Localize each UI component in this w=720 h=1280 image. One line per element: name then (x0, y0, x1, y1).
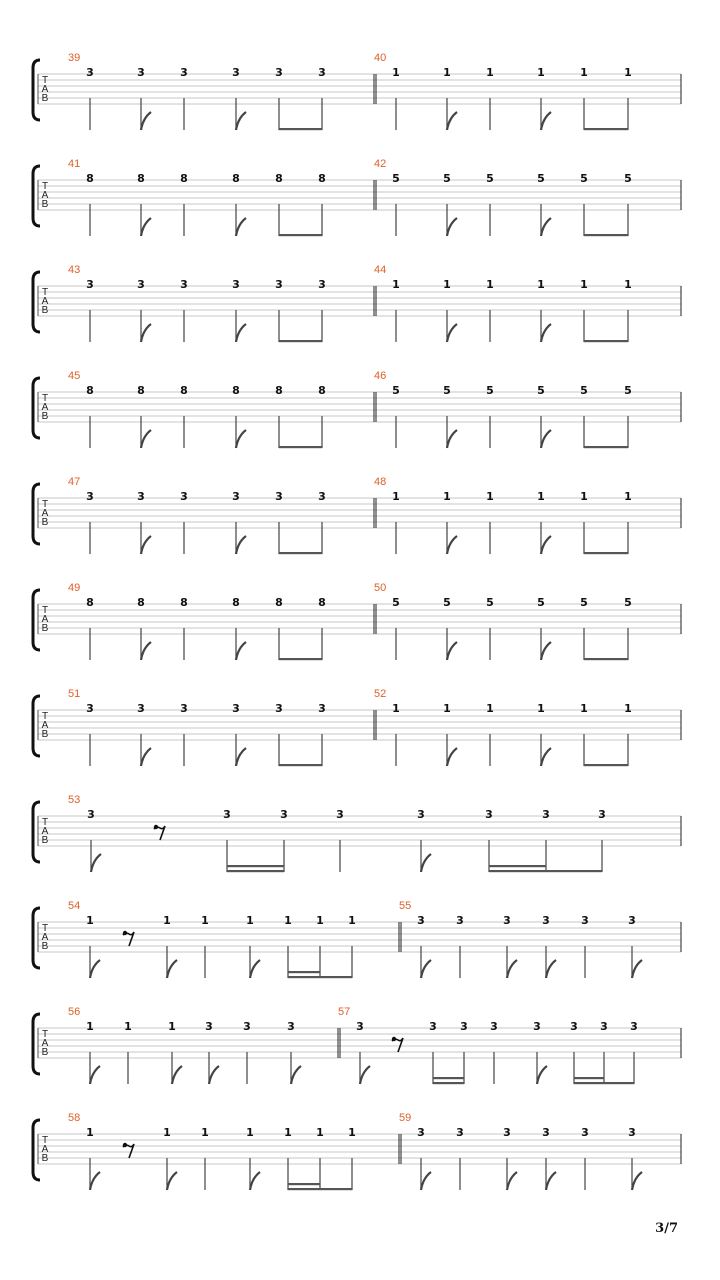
beam (584, 234, 628, 236)
tab-clef-letter: A (41, 1038, 49, 1049)
note-flag (632, 960, 642, 978)
fret-number: 1 (624, 490, 632, 503)
tab-clef-letter: T (41, 499, 49, 510)
note-flag (141, 112, 151, 130)
tab-clef-letter: A (41, 614, 49, 625)
tab-clef-letter: A (41, 508, 49, 519)
tab-clef-letter: A (41, 720, 49, 731)
fret-number: 1 (163, 1126, 171, 1139)
tab-clef-letter: T (41, 287, 49, 298)
measure-number: 59 (399, 1112, 412, 1124)
fret-number: 3 (180, 278, 188, 291)
fret-number: 3 (417, 914, 425, 927)
tab-clef-letter: B (41, 1153, 49, 1164)
fret-number: 3 (460, 1020, 468, 1033)
note-flag (167, 1172, 177, 1190)
fret-number: 3 (542, 914, 550, 927)
note-flag (291, 1066, 301, 1084)
fret-number: 1 (86, 914, 94, 927)
tab-clef-letter: B (41, 199, 49, 210)
page-number: 3/7 (655, 1221, 678, 1236)
system-bracket (33, 696, 40, 756)
beam (584, 340, 628, 342)
note-flag (236, 748, 246, 766)
fret-number: 3 (137, 702, 145, 715)
fret-number: 3 (86, 66, 94, 79)
measure-number: 45 (68, 370, 81, 382)
tab-clef-letter: B (41, 941, 49, 952)
beam (279, 128, 322, 130)
fret-number: 8 (275, 172, 283, 185)
beam (574, 1082, 634, 1084)
note-flag (447, 112, 457, 130)
note-flag (541, 324, 551, 342)
fret-number: 8 (86, 172, 94, 185)
note-flag (141, 748, 151, 766)
tab-clef-letter: T (41, 711, 49, 722)
fret-number: 3 (86, 278, 94, 291)
note-flag (541, 748, 551, 766)
beam-secondary (227, 865, 284, 867)
note-flag (421, 1172, 431, 1190)
tab-clef-letter: B (41, 729, 49, 740)
fret-number: 3 (542, 808, 550, 821)
system-bracket (33, 1014, 40, 1074)
tab-clef-letter: T (41, 1029, 49, 1040)
fret-number: 3 (570, 1020, 578, 1033)
tab-clef-letter: B (41, 623, 49, 634)
note-flag (236, 430, 246, 448)
beam (279, 446, 322, 448)
system-bracket (33, 272, 40, 332)
tab-clef-letter: T (41, 181, 49, 192)
note-flag (447, 324, 457, 342)
note-flag (541, 218, 551, 236)
system-bracket (33, 166, 40, 226)
tab-clef-letter: A (41, 826, 49, 837)
system-bracket (33, 908, 40, 968)
beam (288, 976, 352, 978)
note-flag (90, 1066, 100, 1084)
fret-number: 8 (86, 384, 94, 397)
fret-number: 1 (392, 66, 400, 79)
fret-number: 3 (533, 1020, 541, 1033)
fret-number: 1 (392, 702, 400, 715)
fret-number: 3 (232, 702, 240, 715)
fret-number: 3 (223, 808, 231, 821)
fret-number: 5 (486, 384, 494, 397)
fret-number: 3 (86, 490, 94, 503)
note-flag (421, 960, 431, 978)
fret-number: 1 (537, 490, 545, 503)
fret-number: 3 (180, 490, 188, 503)
beam-secondary (489, 865, 546, 867)
fret-number: 8 (318, 384, 326, 397)
beam (489, 870, 602, 872)
beam (584, 128, 628, 130)
fret-number: 1 (246, 914, 254, 927)
note-flag (447, 218, 457, 236)
note-flag (236, 324, 246, 342)
fret-number: 1 (168, 1020, 176, 1033)
fret-number: 1 (348, 914, 356, 927)
note-flag (507, 960, 517, 978)
fret-number: 1 (580, 490, 588, 503)
beam (279, 234, 322, 236)
measure-number: 52 (374, 688, 387, 700)
fret-number: 1 (443, 702, 451, 715)
eighth-rest-dot (154, 825, 158, 829)
tab-clef-letter: T (41, 923, 49, 934)
note-flag (541, 642, 551, 660)
system-bracket (33, 378, 40, 438)
fret-number: 3 (628, 1126, 636, 1139)
system-bracket (33, 802, 40, 862)
tab-clef-letter: A (41, 402, 49, 413)
fret-number: 1 (624, 702, 632, 715)
fret-number: 3 (232, 490, 240, 503)
note-flag (141, 536, 151, 554)
system-bracket (33, 1120, 40, 1180)
fret-number: 1 (486, 490, 494, 503)
measure-number: 54 (68, 900, 81, 912)
fret-number: 1 (624, 66, 632, 79)
tab-clef-letter: T (41, 75, 49, 86)
measure-number: 47 (68, 476, 81, 488)
tab-clef-letter: B (41, 411, 49, 422)
note-flag (250, 1172, 260, 1190)
fret-number: 3 (456, 1126, 464, 1139)
fret-number: 5 (537, 172, 545, 185)
fret-number: 3 (600, 1020, 608, 1033)
fret-number: 5 (537, 384, 545, 397)
note-flag (546, 960, 556, 978)
measure-number: 50 (374, 582, 387, 594)
fret-number: 3 (336, 808, 344, 821)
note-flag (172, 1066, 182, 1084)
fret-number: 8 (232, 384, 240, 397)
beam (279, 764, 322, 766)
measure-number: 46 (374, 370, 387, 382)
fret-number: 5 (392, 384, 400, 397)
fret-number: 5 (624, 596, 632, 609)
fret-number: 3 (205, 1020, 213, 1033)
fret-number: 1 (443, 278, 451, 291)
fret-number: 3 (243, 1020, 251, 1033)
fret-number: 8 (232, 596, 240, 609)
fret-number: 3 (598, 808, 606, 821)
fret-number: 1 (86, 1020, 94, 1033)
note-flag (250, 960, 260, 978)
fret-number: 3 (503, 1126, 511, 1139)
fret-number: 3 (275, 702, 283, 715)
beam (288, 1188, 352, 1190)
system-bracket (33, 590, 40, 650)
fret-number: 5 (537, 596, 545, 609)
note-flag (236, 112, 246, 130)
measure-number: 49 (68, 582, 81, 594)
fret-number: 3 (287, 1020, 295, 1033)
fret-number: 1 (392, 490, 400, 503)
note-flag (141, 218, 151, 236)
fret-number: 3 (137, 278, 145, 291)
fret-number: 8 (180, 172, 188, 185)
measure-number: 53 (68, 794, 81, 806)
fret-number: 3 (485, 808, 493, 821)
fret-number: 5 (392, 596, 400, 609)
measure-number: 55 (399, 900, 412, 912)
note-flag (91, 854, 101, 872)
beam-secondary (574, 1077, 604, 1079)
note-flag (447, 748, 457, 766)
fret-number: 5 (443, 172, 451, 185)
fret-number: 8 (137, 596, 145, 609)
note-flag (90, 960, 100, 978)
note-flag (541, 112, 551, 130)
measure-number: 56 (68, 1006, 81, 1018)
fret-number: 1 (486, 702, 494, 715)
note-flag (236, 642, 246, 660)
fret-number: 1 (201, 914, 209, 927)
fret-number: 8 (137, 384, 145, 397)
note-flag (90, 1172, 100, 1190)
tab-clef-letter: A (41, 1144, 49, 1155)
tab-clef-letter: B (41, 305, 49, 316)
tab-clef-letter: T (41, 605, 49, 616)
tab-clef-letter: A (41, 932, 49, 943)
tab-clef-letter: A (41, 84, 49, 95)
fret-number: 1 (580, 702, 588, 715)
fret-number: 1 (486, 278, 494, 291)
fret-number: 1 (201, 1126, 209, 1139)
fret-number: 3 (232, 66, 240, 79)
fret-number: 5 (443, 384, 451, 397)
fret-number: 8 (275, 384, 283, 397)
measure-number: 39 (68, 52, 81, 64)
tab-clef-letter: A (41, 190, 49, 201)
fret-number: 1 (124, 1020, 132, 1033)
fret-number: 1 (284, 1126, 292, 1139)
fret-number: 3 (456, 914, 464, 927)
note-flag (421, 854, 431, 872)
fret-number: 5 (443, 596, 451, 609)
fret-number: 8 (86, 596, 94, 609)
fret-number: 1 (86, 1126, 94, 1139)
fret-number: 3 (275, 278, 283, 291)
fret-number: 8 (318, 596, 326, 609)
tab-clef-letter: T (41, 393, 49, 404)
note-flag (360, 1066, 370, 1084)
note-flag (507, 1172, 517, 1190)
note-flag (632, 1172, 642, 1190)
tab-clef-letter: A (41, 296, 49, 307)
fret-number: 5 (392, 172, 400, 185)
note-flag (541, 430, 551, 448)
measure-number: 40 (374, 52, 387, 64)
tab-clef-letter: T (41, 1135, 49, 1146)
beam (227, 870, 284, 872)
fret-number: 3 (275, 66, 283, 79)
fret-number: 1 (163, 914, 171, 927)
eighth-rest-dot (392, 1037, 396, 1041)
note-flag (236, 536, 246, 554)
fret-number: 3 (87, 808, 95, 821)
fret-number: 8 (180, 596, 188, 609)
fret-number: 3 (86, 702, 94, 715)
fret-number: 3 (318, 490, 326, 503)
fret-number: 3 (356, 1020, 364, 1033)
fret-number: 3 (280, 808, 288, 821)
note-flag (541, 536, 551, 554)
note-flag (447, 536, 457, 554)
beam-secondary (433, 1077, 464, 1079)
beam (279, 658, 322, 660)
tab-clef-letter: B (41, 93, 49, 104)
fret-number: 3 (581, 914, 589, 927)
fret-number: 5 (580, 172, 588, 185)
measure-number: 58 (68, 1112, 81, 1124)
fret-number: 3 (417, 1126, 425, 1139)
tab-clef-letter: T (41, 817, 49, 828)
fret-number: 5 (624, 172, 632, 185)
beam (584, 764, 628, 766)
fret-number: 1 (443, 66, 451, 79)
fret-number: 1 (537, 702, 545, 715)
fret-number: 1 (348, 1126, 356, 1139)
fret-number: 3 (318, 278, 326, 291)
fret-number: 3 (137, 490, 145, 503)
note-flag (167, 960, 177, 978)
fret-number: 3 (490, 1020, 498, 1033)
fret-number: 3 (630, 1020, 638, 1033)
fret-number: 3 (180, 66, 188, 79)
fret-number: 3 (137, 66, 145, 79)
fret-number: 5 (580, 596, 588, 609)
measure-number: 42 (374, 158, 387, 170)
fret-number: 1 (486, 66, 494, 79)
fret-number: 3 (318, 66, 326, 79)
fret-number: 3 (429, 1020, 437, 1033)
fret-number: 1 (580, 66, 588, 79)
fret-number: 3 (503, 914, 511, 927)
fret-number: 3 (318, 702, 326, 715)
note-flag (141, 430, 151, 448)
measure-number: 41 (68, 158, 81, 170)
fret-number: 3 (542, 1126, 550, 1139)
fret-number: 1 (580, 278, 588, 291)
note-flag (537, 1066, 547, 1084)
fret-number: 1 (316, 914, 324, 927)
beam (279, 340, 322, 342)
fret-number: 1 (392, 278, 400, 291)
note-flag (209, 1066, 219, 1084)
fret-number: 1 (537, 66, 545, 79)
beam (584, 658, 628, 660)
fret-number: 8 (180, 384, 188, 397)
measure-number: 57 (338, 1006, 351, 1018)
system-bracket (33, 484, 40, 544)
measure-number: 48 (374, 476, 387, 488)
fret-number: 5 (486, 172, 494, 185)
note-flag (447, 642, 457, 660)
fret-number: 1 (316, 1126, 324, 1139)
fret-number: 1 (284, 914, 292, 927)
tab-clef-letter: B (41, 1047, 49, 1058)
fret-number: 1 (537, 278, 545, 291)
measure-number: 43 (68, 264, 81, 276)
fret-number: 3 (180, 702, 188, 715)
fret-number: 5 (486, 596, 494, 609)
eighth-rest-dot (123, 1143, 127, 1147)
fret-number: 8 (137, 172, 145, 185)
tab-clef-letter: B (41, 835, 49, 846)
fret-number: 3 (417, 808, 425, 821)
fret-number: 8 (232, 172, 240, 185)
fret-number: 5 (580, 384, 588, 397)
system-bracket (33, 60, 40, 120)
fret-number: 1 (624, 278, 632, 291)
measure-number: 44 (374, 264, 387, 276)
fret-number: 1 (443, 490, 451, 503)
beam (584, 446, 628, 448)
measure-number: 51 (68, 688, 81, 700)
fret-number: 3 (628, 914, 636, 927)
note-flag (236, 218, 246, 236)
fret-number: 3 (232, 278, 240, 291)
tab-clef-letter: B (41, 517, 49, 528)
fret-number: 3 (581, 1126, 589, 1139)
note-flag (141, 642, 151, 660)
note-flag (141, 324, 151, 342)
note-flag (447, 430, 457, 448)
fret-number: 8 (275, 596, 283, 609)
beam (433, 1082, 464, 1084)
beam (584, 552, 628, 554)
beam (279, 552, 322, 554)
eighth-rest-dot (123, 931, 127, 935)
beam-secondary (288, 1183, 320, 1185)
beam-secondary (288, 971, 320, 973)
fret-number: 3 (275, 490, 283, 503)
fret-number: 1 (246, 1126, 254, 1139)
fret-number: 5 (624, 384, 632, 397)
fret-number: 8 (318, 172, 326, 185)
note-flag (546, 1172, 556, 1190)
